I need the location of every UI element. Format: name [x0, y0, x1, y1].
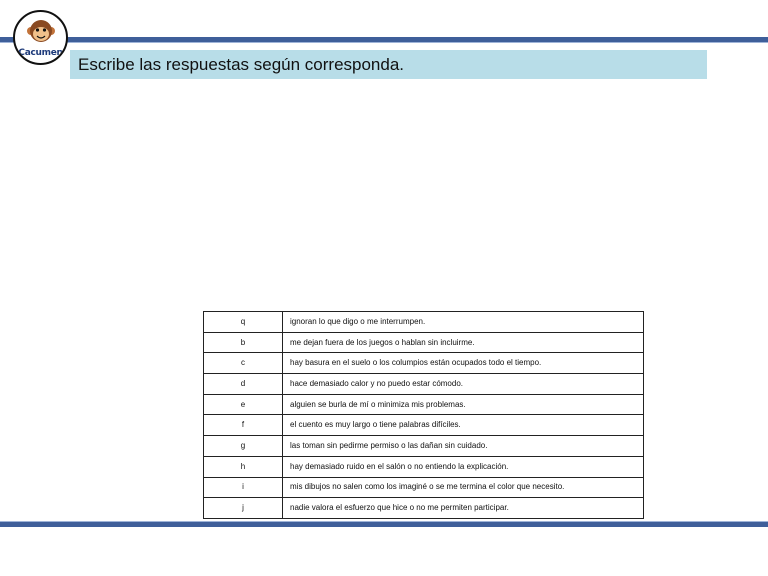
row-letter: g — [204, 436, 283, 457]
table-row — [204, 498, 644, 519]
table-row — [204, 374, 644, 395]
table-row — [204, 312, 644, 333]
table-row — [204, 436, 644, 457]
answers-table — [203, 311, 644, 519]
row-text: hay demasiado ruido en el salón o no entiendo la explicación. — [283, 456, 644, 477]
row-letter: c — [204, 353, 283, 374]
logo-text: Cacumen — [18, 48, 63, 58]
row-text: hay basura en el suelo o los columpios están ocupados todo el tiempo. — [283, 353, 644, 374]
row-letter: q — [204, 312, 283, 333]
table-row — [204, 353, 644, 374]
row-letter: d — [204, 374, 283, 395]
row-letter: e — [204, 394, 283, 415]
row-text: nadie valora el esfuerzo que hice o no me permiten participar. — [283, 498, 644, 519]
cacumen-logo — [13, 10, 68, 65]
top-rule — [0, 37, 768, 43]
row-letter: j — [204, 498, 283, 519]
row-letter: i — [204, 477, 283, 498]
row-letter: b — [204, 332, 283, 353]
row-text: las toman sin pedirme permiso o las dañan sin cuidado. — [283, 436, 644, 457]
row-text: hace demasiado calor y no puedo estar cómodo. — [283, 374, 644, 395]
bottom-rule — [0, 521, 768, 527]
row-text: mis dibujos no salen como los imaginé o se me termina el color que necesito. — [283, 477, 644, 498]
row-text: me dejan fuera de los juegos o hablan sin incluirme. — [283, 332, 644, 353]
row-letter: f — [204, 415, 283, 436]
row-text: el cuento es muy largo o tiene palabras difíciles. — [283, 415, 644, 436]
table-row — [204, 394, 644, 415]
monkey-icon — [27, 17, 55, 47]
table-row — [204, 332, 644, 353]
table-row — [204, 456, 644, 477]
table-row — [204, 415, 644, 436]
page-title: Escribe las respuestas según corresponda. — [70, 50, 707, 79]
row-text: ignoran lo que digo o me interrumpen. — [283, 312, 644, 333]
row-text: alguien se burla de mí o minimiza mis problemas. — [283, 394, 644, 415]
row-letter: h — [204, 456, 283, 477]
table-row — [204, 477, 644, 498]
